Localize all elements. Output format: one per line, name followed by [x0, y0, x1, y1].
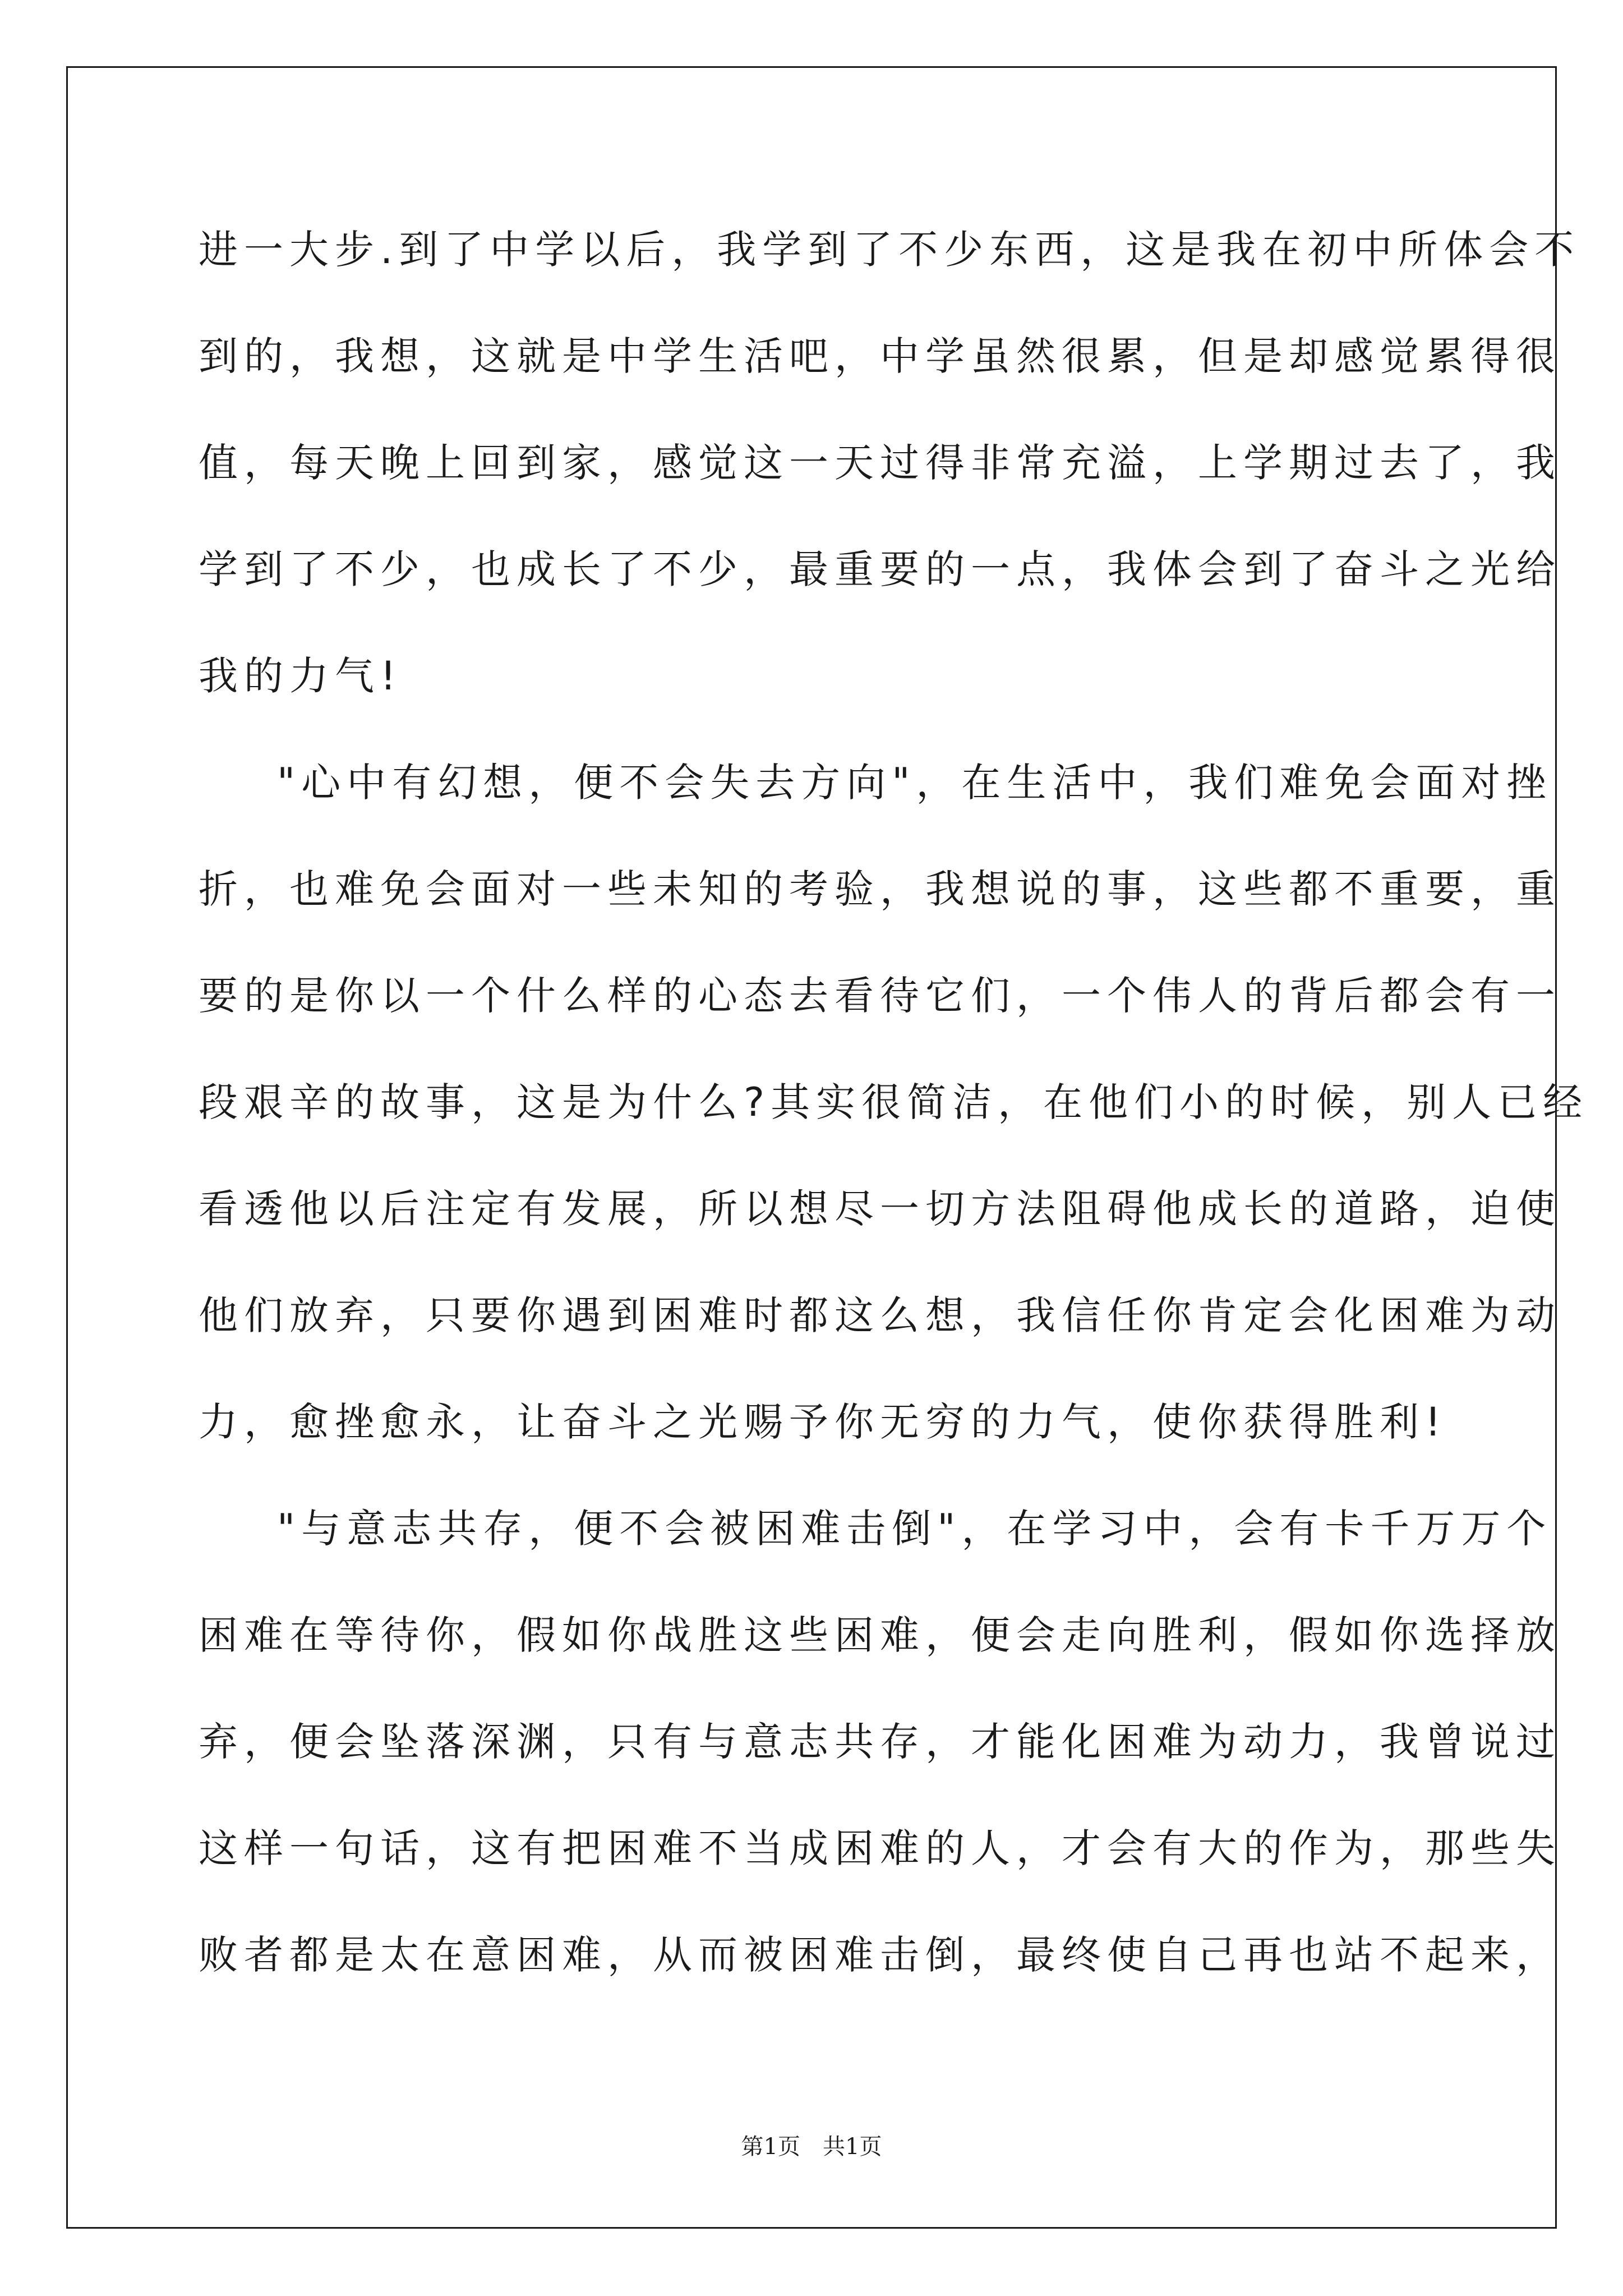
- text-line: "心中有幻想，便不会失去方向"，在生活中，我们难免会面对挫: [277, 760, 1552, 806]
- text-line: 败者都是太在意困难，从而被困难击倒，最终使自己再也站不起来，: [199, 1932, 1561, 1978]
- text-line: 我的力气!: [199, 653, 403, 699]
- text-line: 到的，我想，这就是中学生活吧，中学虽然很累，但是却感觉累得很: [199, 333, 1561, 379]
- text-line: 值，每天晚上回到家，感觉这一天过得非常充溢，上学期过去了，我: [199, 440, 1561, 486]
- text-line: 困难在等待你，假如你战胜这些困难，便会走向胜利，假如你选择放: [199, 1612, 1561, 1658]
- text-line: 段艰辛的故事，这是为什么?其实很简洁，在他们小的时候，别人已经: [199, 1079, 1589, 1125]
- text-line: 折，也难免会面对一些未知的考验，我想说的事，这些都不重要，重: [199, 866, 1561, 912]
- text-line: 要的是你以一个什么样的心态去看待它们，一个伟人的背后都会有一: [199, 973, 1561, 1019]
- text-line: "与意志共存，便不会被困难击倒"，在学习中，会有卡千万万个: [277, 1506, 1552, 1552]
- page-border: [66, 66, 1557, 2229]
- text-line: 这样一句话，这有把困难不当成困难的人，才会有大的作为，那些失: [199, 1825, 1561, 1871]
- text-line: 弃，便会坠落深渊，只有与意志共存，才能化困难为动力，我曾说过: [199, 1719, 1561, 1765]
- text-line: 学到了不少，也成长了不少，最重要的一点，我体会到了奋斗之光给: [199, 546, 1561, 592]
- text-line: 他们放弃，只要你遇到困难时都这么想，我信任你肯定会化困难为动: [199, 1292, 1561, 1338]
- page-footer: 第1页 共1页: [741, 2134, 882, 2160]
- text-line: 进一大步.到了中学以后，我学到了不少东西，这是我在初中所体会不: [199, 227, 1580, 273]
- text-line: 力，愈挫愈永，让奋斗之光赐予你无穷的力气，使你获得胜利!: [199, 1399, 1447, 1445]
- text-line: 看透他以后注定有发展，所以想尽一切方法阻碍他成长的道路，迫使: [199, 1186, 1561, 1232]
